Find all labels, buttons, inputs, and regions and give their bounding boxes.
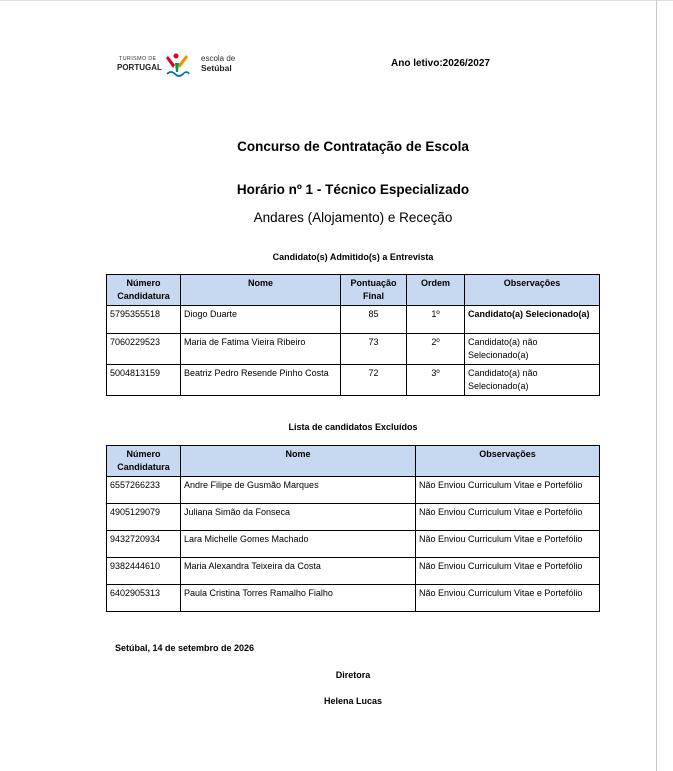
header-logo xyxy=(117,50,247,80)
col-header-observacoes: Observações xyxy=(465,275,600,306)
col-header-observacoes: Observações xyxy=(416,446,600,477)
cell-pontuacao: 73 xyxy=(341,334,407,365)
page-right-edge xyxy=(656,0,657,771)
footer-place-date: Setúbal, 14 de setembro de 2026 xyxy=(115,643,255,653)
cell-numero: 4905129079 xyxy=(107,504,181,531)
footer-signatory-name: Helena Lucas xyxy=(323,696,383,706)
logo-escola-line2: Setúbal xyxy=(201,63,232,73)
cell-numero: 9432720934 xyxy=(107,531,181,558)
col-header-ordem: Ordem xyxy=(407,275,465,306)
page-title: Concurso de Contratação de Escola xyxy=(237,139,469,154)
cell-nome: Andre Filipe de Gusmão Marques xyxy=(181,477,416,504)
logo-turismo-big: PORTUGAL xyxy=(117,63,162,72)
page-top-edge xyxy=(0,0,673,1)
horario-title: Horário nº 1 - Técnico Especializado xyxy=(236,182,470,197)
cell-observacoes: Não Enviou Curriculum Vitae e Portefólio xyxy=(416,558,600,585)
cell-nome: Juliana Simão da Fonseca xyxy=(181,504,416,531)
cell-nome: Diogo Duarte xyxy=(181,306,341,334)
cell-observacoes: Não Enviou Curriculum Vitae e Portefólio xyxy=(416,477,600,504)
logo-turismo-small: TURISMO DE xyxy=(119,56,157,62)
cell-observacoes: Não Enviou Curriculum Vitae e Portefólio xyxy=(416,504,600,531)
cell-numero: 5795355518 xyxy=(107,306,181,334)
admitidos-table xyxy=(106,274,600,396)
cell-ordem: 1º xyxy=(407,306,465,334)
table-row xyxy=(107,334,600,365)
cell-observacoes: Candidato(a) não Selecionado(a) xyxy=(465,334,600,365)
logo-escola-line1: escola de xyxy=(201,54,236,63)
col-header-numero: Número Candidatura xyxy=(107,275,181,306)
table-row xyxy=(107,531,600,558)
cell-pontuacao: 85 xyxy=(341,306,407,334)
cell-nome: Maria Alexandra Teixeira da Costa xyxy=(181,558,416,585)
cell-nome: Paula Cristina Torres Ramalho Fialho xyxy=(181,585,416,612)
cell-pontuacao: 72 xyxy=(341,365,407,396)
cell-observacoes: Não Enviou Curriculum Vitae e Portefólio xyxy=(416,531,600,558)
col-header-nome: Nome xyxy=(181,446,416,477)
cell-observacoes: Não Enviou Curriculum Vitae e Portefólio xyxy=(416,585,600,612)
cell-observacoes: Candidato(a) não Selecionado(a) xyxy=(465,365,600,396)
excluidos-table xyxy=(106,445,600,612)
cell-nome: Maria de Fatima Vieira Ribeiro xyxy=(181,334,341,365)
cell-numero: 7060229523 xyxy=(107,334,181,365)
table-row xyxy=(107,365,600,396)
cell-ordem: 2º xyxy=(407,334,465,365)
table-header-row xyxy=(107,275,600,306)
table-row xyxy=(107,477,600,504)
admitidos-section-title: Candidato(s) Admitido(s) a Entrevista xyxy=(272,252,434,262)
cell-numero: 5004813159 xyxy=(107,365,181,396)
excluidos-section-title: Lista de candidatos Excluídos xyxy=(288,422,418,432)
footer-role: Diretora xyxy=(335,670,371,680)
col-header-nome: Nome xyxy=(181,275,341,306)
col-header-pontuacao: Pontuação Final xyxy=(341,275,407,306)
cell-numero: 6402905313 xyxy=(107,585,181,612)
cell-numero: 6557266233 xyxy=(107,477,181,504)
col-header-numero: Número Candidatura xyxy=(107,446,181,477)
turismo-portugal-logo-icon xyxy=(164,52,190,78)
cell-nome: Beatriz Pedro Resende Pinho Costa xyxy=(181,365,341,396)
table-row xyxy=(107,558,600,585)
table-row xyxy=(107,306,600,334)
table-header-row xyxy=(107,446,600,477)
cell-numero: 9382444610 xyxy=(107,558,181,585)
table-row xyxy=(107,585,600,612)
cell-ordem: 3º xyxy=(407,365,465,396)
cell-nome: Lara Michelle Gomes Machado xyxy=(181,531,416,558)
cell-observacoes: Candidato(a) Selecionado(a) xyxy=(465,306,600,334)
ano-letivo: Ano letivo:2026/2027 xyxy=(391,58,490,69)
area-title: Andares (Alojamento) e Receção xyxy=(253,210,453,225)
table-row xyxy=(107,504,600,531)
